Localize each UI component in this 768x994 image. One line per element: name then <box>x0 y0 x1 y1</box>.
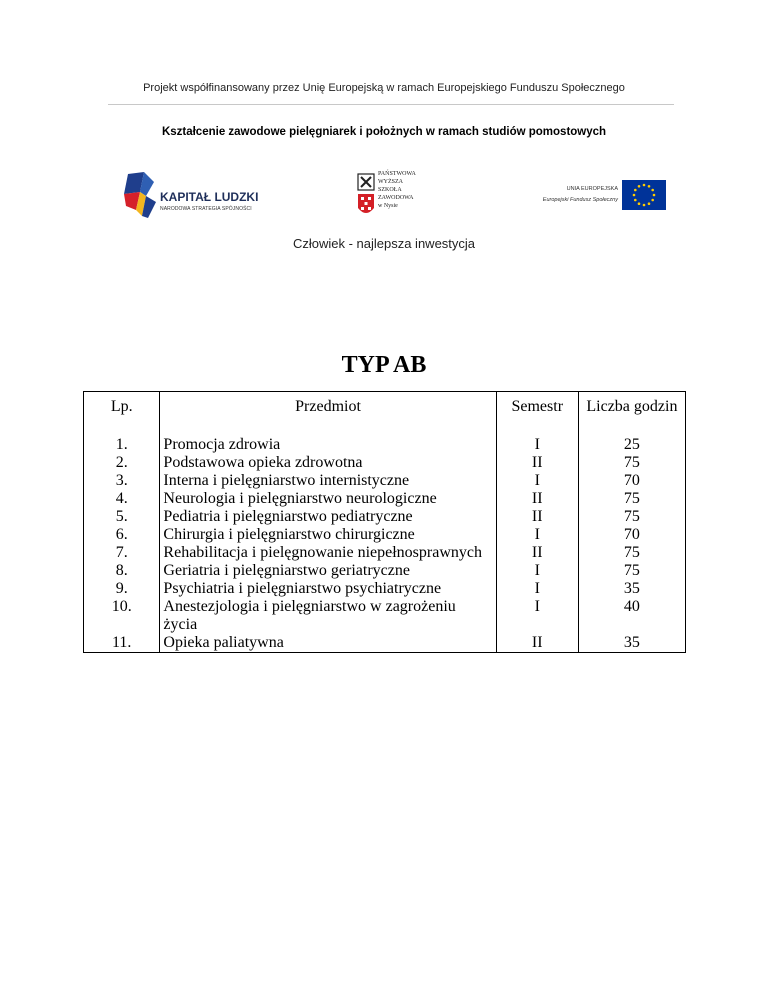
row-lp: 11. <box>84 634 160 653</box>
row-lp: 8. <box>84 562 160 580</box>
header-divider <box>108 104 674 105</box>
row-semester: I <box>496 526 578 544</box>
row-hours: 75 <box>623 543 640 561</box>
project-title: Kształcenie zawodowe pielęgniarek i położnych w ramach studiów pomostowych <box>161 126 607 138</box>
row-hours: 40 <box>623 597 640 615</box>
table-row <box>84 598 686 634</box>
row-semester: I <box>496 472 578 490</box>
row-lp: 2. <box>84 454 160 472</box>
course-table <box>83 391 686 653</box>
table-row <box>84 454 686 472</box>
row-semester: I <box>496 436 578 454</box>
row-semester: I <box>496 598 578 634</box>
row-lp: 6. <box>84 526 160 544</box>
pwsz-name <box>378 170 416 210</box>
row-subject: Geriatria i pielęgniarstwo geriatryczne <box>160 562 496 580</box>
row-subject: Psychiatria i pielęgniarstwo psychiatryczne <box>160 580 496 598</box>
row-subject: Promocja zdrowia <box>160 436 496 454</box>
table-row <box>84 472 686 490</box>
pwsz-line: ZAWODOWA <box>378 195 414 201</box>
row-lp: 10. <box>84 598 160 634</box>
header-hours: Liczba godzin <box>586 398 678 415</box>
row-hours: 35 <box>623 633 640 651</box>
pwsz-line: WYŻSZA <box>378 179 403 185</box>
pwsz-nysa-logo <box>356 168 436 224</box>
table-row <box>84 436 686 454</box>
pwsz-line: SZKOŁA <box>378 187 402 193</box>
row-subject: Podstawowa opieka zdrowotna <box>160 454 496 472</box>
document-title: TYP AB <box>341 352 427 378</box>
table-row <box>84 490 686 508</box>
table-row <box>84 562 686 580</box>
row-hours: 75 <box>623 489 640 507</box>
pwsz-crest-icon <box>356 168 376 220</box>
row-lp: 5. <box>84 508 160 526</box>
row-semester: II <box>496 454 578 472</box>
row-hours: 35 <box>623 579 640 597</box>
row-semester: II <box>496 544 578 562</box>
course-rows <box>84 436 686 653</box>
row-lp: 7. <box>84 544 160 562</box>
eu-logo <box>540 180 666 216</box>
eu-fund-name: Europejski Fundusz Społeczny <box>542 197 618 203</box>
slogan: Człowiek - najlepsza inwestycja <box>292 236 476 251</box>
table-row <box>84 544 686 562</box>
pwsz-line: PAŃSTWOWA <box>378 171 416 177</box>
table-row <box>84 634 686 653</box>
row-subject: Chirurgia i pielęgniarstwo chirurgiczne <box>160 526 496 544</box>
row-semester: II <box>496 508 578 526</box>
funding-statement: Projekt współfinansowany przez Unię Europejską w ramach Europejskiego Funduszu Społecznego <box>143 82 625 94</box>
kapital-ludzki-logo <box>124 172 274 222</box>
kapital-ludzki-subtitle: NARODOWA STRATEGIA SPÓJNOŚCI <box>160 206 252 212</box>
eu-flag-icon <box>622 180 666 210</box>
row-subject: Anestezjologia i pielęgniarstwo w zagrożeniu życia <box>160 598 496 634</box>
row-semester: II <box>496 490 578 508</box>
kapital-ludzki-emblem-icon <box>124 172 158 222</box>
table-header-row <box>84 392 686 436</box>
header-subject: Przedmiot <box>160 392 496 436</box>
row-hours: 75 <box>623 453 640 471</box>
row-lp: 1. <box>84 436 160 454</box>
row-hours: 75 <box>623 507 640 525</box>
header-semester: Semestr <box>496 392 578 436</box>
row-hours: 70 <box>623 525 640 543</box>
row-lp: 4. <box>84 490 160 508</box>
row-subject: Opieka paliatywna <box>160 634 496 653</box>
row-hours: 25 <box>623 435 640 453</box>
row-lp: 9. <box>84 580 160 598</box>
row-subject: Neurologia i pielęgniarstwo neurologiczne <box>160 490 496 508</box>
row-semester: II <box>496 634 578 653</box>
row-subject: Pediatria i pielęgniarstwo pediatryczne <box>160 508 496 526</box>
eu-name: UNIA EUROPEJSKA <box>566 186 618 192</box>
table-row <box>84 580 686 598</box>
row-semester: I <box>496 562 578 580</box>
pwsz-line: w Nysie <box>378 203 398 209</box>
kapital-ludzki-name: KAPITAŁ LUDZKI <box>160 190 259 204</box>
row-semester: I <box>496 580 578 598</box>
table-row <box>84 526 686 544</box>
row-lp: 3. <box>84 472 160 490</box>
table-row <box>84 508 686 526</box>
row-hours: 75 <box>623 561 640 579</box>
row-hours: 70 <box>623 471 640 489</box>
logo-bar <box>0 168 768 228</box>
row-subject: Interna i pielęgniarstwo internistyczne <box>160 472 496 490</box>
row-subject: Rehabilitacja i pielęgnowanie niepełnosprawnych <box>160 544 496 562</box>
header-lp: Lp. <box>84 392 160 436</box>
